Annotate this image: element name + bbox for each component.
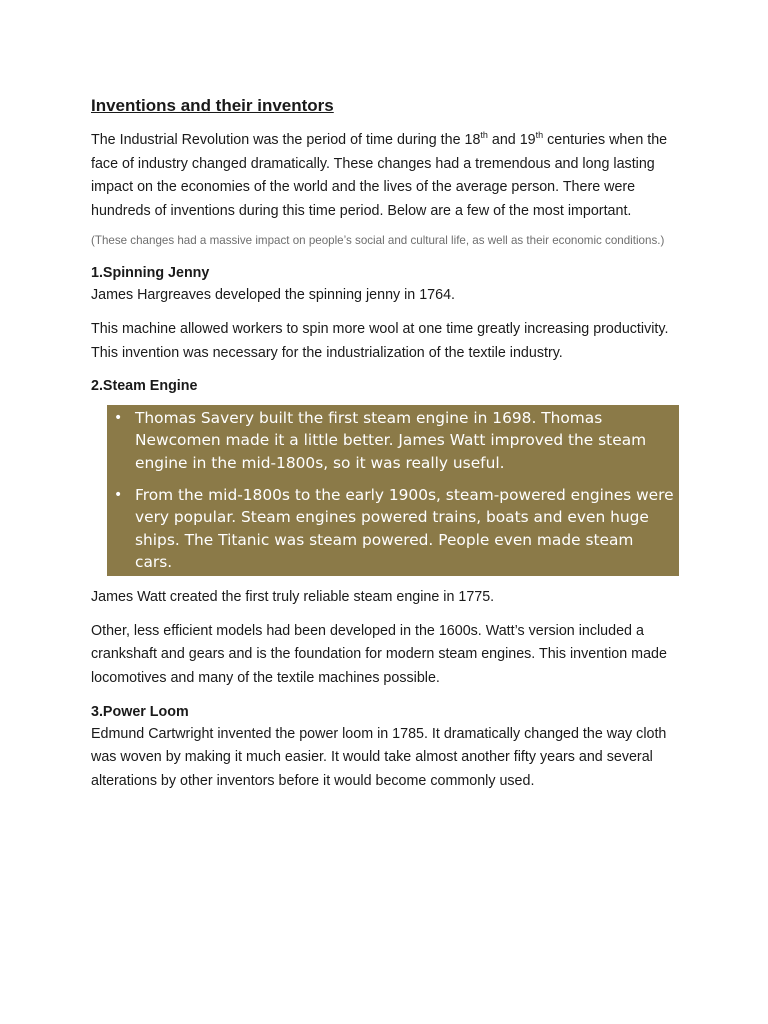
section-heading-spinning-jenny: 1.Spinning Jenny <box>91 265 210 282</box>
bullet-icon: • <box>114 487 123 504</box>
highlight-bullet-list <box>107 407 679 573</box>
document-title: Inventions and their inventors <box>91 96 334 115</box>
highlight-bullet-text: Thomas Savery built the first steam engine in 1698. Thomas Newcomen made it a little better. James Watt improved the steam engine in the mid-1800s, so it was really useful. <box>135 409 647 472</box>
intro-sup-2: th <box>535 130 544 140</box>
section-paragraph: James Watt created the first truly reliable steam engine in 1775. <box>91 589 495 606</box>
intro-text-2: and 19 <box>487 132 536 148</box>
bullet-icon: • <box>114 410 123 427</box>
intro-text-1: The Industrial Revolution was the period of time during the 18 <box>91 132 481 148</box>
intro-text-3: centuries when the face of industry changed dramatically. These changes had a tremendous and long lasting impact on the economies of the world and the lives of the average person. There were hundreds of inventions during this time period. Below are a few of the most important. <box>91 132 668 219</box>
note-paragraph: (These changes had a massive impact on people’s social and cultural life, as well as their economic conditions.) <box>91 234 665 248</box>
section-paragraph: Edmund Cartwright invented the power loom in 1785. It dramatically changed the way cloth was woven by making it much easier. It would take almost another fifty years and several alterations by other inventors before it would become commonly used. <box>91 725 667 789</box>
document-page <box>91 94 691 803</box>
intro-sup-1: th <box>480 130 488 140</box>
section-heading-steam-engine: 2.Steam Engine <box>91 378 198 395</box>
section-paragraph: This machine allowed workers to spin more wool at one time greatly increasing productivity. This invention was necessary for the industrialization of the textile industry. <box>91 320 669 361</box>
section-heading-power-loom: 3.Power Loom <box>91 703 189 720</box>
highlight-bullet-text: From the mid-1800s to the early 1900s, steam-powered engines were very popular. Steam engines powered trains, boats and even huge ships. The Titanic was steam powered. People even made steam cars. <box>135 486 674 571</box>
steam-engine-highlight-box <box>107 405 679 576</box>
section-paragraph: James Hargreaves developed the spinning jenny in 1764. <box>91 287 456 304</box>
highlight-bullet-item <box>114 484 679 573</box>
intro-paragraph <box>91 129 691 223</box>
highlight-bullet-item <box>114 407 679 474</box>
section-paragraph: Other, less efficient models had been developed in the 1600s. Watt’s version included a crankshaft and gears and is the foundation for modern steam engines. This invention made locomotives and many of the textile machines possible. <box>91 622 667 687</box>
